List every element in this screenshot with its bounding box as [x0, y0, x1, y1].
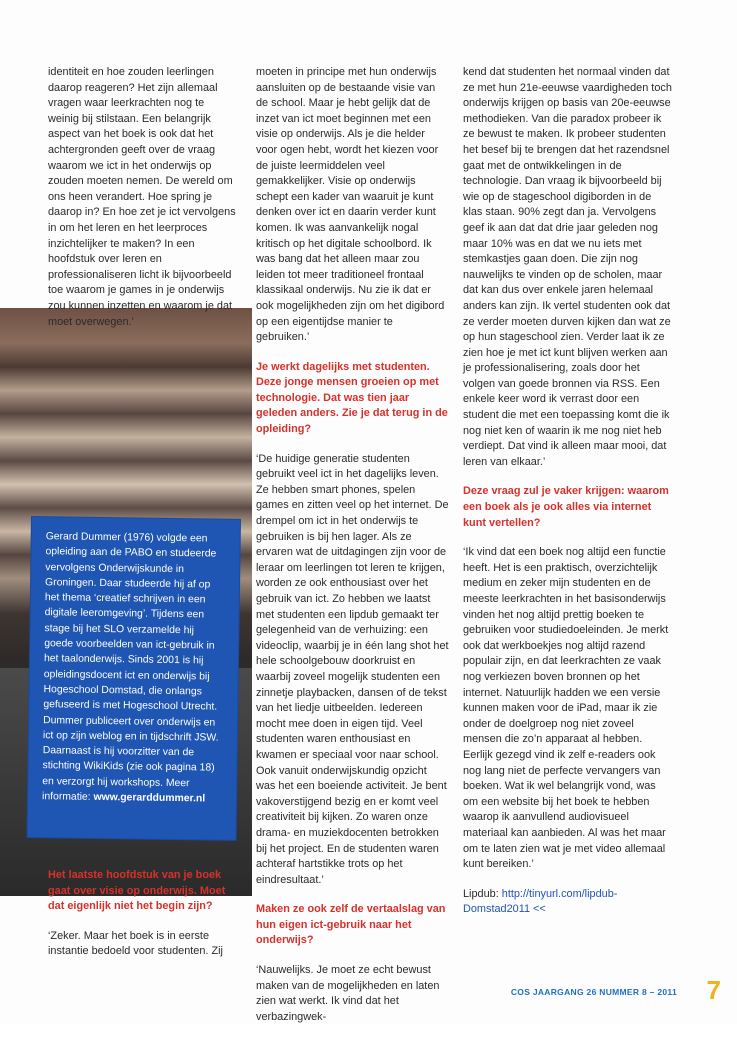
col3-paragraph-1: kend dat studenten het normaal vinden dat ze met hun 21e-eeuwse vaardigheden toch onderwijs krijgen op basis van 20e-eeuwse methodieken. Van die paradox probeer ik ze bewust te maken. Ik probeer studenten het besef bij te brengen dat het razendsnel gaat met de ontwikkelingen in de technologie. Dan vraag ik bijvoorbeeld bij wie op de stageschool digiborden in de klas staan. 90% zegt dan ja. Vervolgens geef ik aan dat dat drie jaar geleden nog maar 10% was en dat we nu iets met stemkastjes gaan doen. Die zijn nog nauwelijks te vinden op de scholen, maar dat kan dus over enkele jaren helemaal anders kan zijn. Ik vertel studenten ook dat ze verder moeten durven kijken dan wat ze op hun stageschool zien. Verder laat ik ze zien hoe je met ict kunt blijven werken aan je professionalisering, zoals door het volgen van goede bronnen via RSS. Een enkele keer word ik verrast door een student die met een toepassing komt die ik nog niet ken of waarin ik me nog niet heb verdiept. Dat vind ik alleen maar mooi, dat leren van elkaar.’: [463, 66, 672, 468]
bio-website-link[interactable]: www.gerarddummer.nl: [93, 791, 206, 805]
col2-paragraph-1: moeten in principe met hun onderwijs aansluiten op de bestaande visie van de school. Maar je hebt gelijk dat de inzet van ict moet beginnen met een visie op onderwijs. Als je die helder voor ogen hebt, wordt het kiezen voor de juiste leermiddelen veel gemakkelijker. Visie op onderwijs schept een kader van waaruit je kunt denken over ict en daarin verder kunt komen. Ik was aanvankelijk nogal kritisch op het digitale schoolbord. Ik was bang dat het alleen maar zou leiden tot meer traditioneel frontaal klassikaal onderwijs. Nu zie ik dat er ook mogelijkheden zijn om het digibord op een eigentijdse manier te gebruiken.’: [256, 66, 445, 344]
column-3: [463, 65, 673, 932]
col3-question-1: Deze vraag zul je vaker krijgen: waarom een boek als je ook alles via internet kunt vertellen?: [463, 485, 669, 529]
col2-question-2: Maken ze ook zelf de vertaalslag van hun eigen ict-gebruik naar het onderwijs?: [256, 903, 446, 947]
col1-answer: ‘Zeker. Maar het boek is in eerste instantie bedoeld voor studenten. Zij: [48, 929, 223, 958]
lipdub-link[interactable]: http://tinyurl.com/lipdub-Domstad2011 <<: [463, 887, 618, 916]
page-number: 7: [706, 975, 721, 1005]
col1-top-text: identiteit en hoe zouden leerlingen daarop reageren? Het zijn allemaal vragen waar leerkrachten nog te weinig bij stilstaan. Een belangrijk aspect van het boek is ook dat het achtergronden geeft over de vraag waarom we ict in het onderwijs op zouden moeten nemen. De wereld om ons heen verandert. Hoe spring je daarop in? En hoe zet je ict vervolgens in om het leren en het leerproces inzichtelijker te maken? In een hoofdstuk over leren en professionaliseren licht ik bijvoorbeeld toe waarom je games in je onderwijs zou kunnen inzetten en waarom je dat moet overwegen.’: [48, 66, 236, 328]
col3-paragraph-2: ‘Ik vind dat een boek nog altijd een functie heeft. Het is een praktisch, overzichtelijk medium en zeker mijn studenten en de meeste leerkrachten in het basisonderwijs vinden het nog altijd prettig boeken te gebruiken voor studiedoeleinden. Je merkt ook dat werkboekjes nog altijd razend populair zijn, en dat leerkrachten ze vaak nog verkiezen boven bronnen op het internet. Natuurlijk hadden we een versie kunnen maken voor de iPad, maar ik zie onder de doelgroep nog niet zoveel mensen die zo’n apparaat al hebben. Eerlijk gezegd vind ik zelf e-readers ook nog lang niet de perfecte vervangers van boeken. Wat ik wel belangrijk vond, was om een website bij het boek te hebben waarop ik aanvullend audiovisueel materiaal kan aanbieden. Al was het maar om te laten zien wat je met video allemaal kunt bereiken.’: [463, 546, 669, 871]
col3-lipdub: [463, 887, 673, 918]
column-1: [48, 65, 238, 344]
lipdub-label: Lipdub:: [463, 887, 499, 900]
bio-text: Gerard Dummer (1976) volgde een opleiding aan de PABO en studeerde vervolgens Onderwijskunde in Groningen. Daar studeerde hij af op het thema ‘creatief schrijven in een digitale leeromgeving’. Tijdens een stage bij het SLO verzamelde hij goede voorbeelden van ict-gebruik in het taalonderwijs. Sinds 2001 is hij opleidingsdocent ict en onderwijs bij Hogeschool Domstad, die onlangs gefuseerd is met Hogeschool Utrecht. Dummer publiceert over onderwijs en ict op zijn weblog en in tijdschrift JSW. Daarnaast is hij voorzitter van de stichting WikiKids (zie ook pagina 18) en verzorgt hij workshops. Meer informatie:: [42, 531, 219, 803]
col2-paragraph-2: ‘De huidige generatie studenten gebruikt veel ict in het dagelijks leven. Ze hebben smart phones, spelen games en zitten veel op het internet. De drempel om ict in het onderwijs te gebruiken is bij hen lager. Als ze ervaren wat de uitdagingen zijn voor de leraar om leerlingen tot leren te krijgen, worden ze ook enthousiast over het gebruik van ict. Zo hebben we laatst met studenten een lipdub gemaakt ter gelegenheid van de verhuizing: een videoclip, waarbij je in één lang shot het hele schoolgebouw doorkruist en waarbij zoveel mogelijk studenten een zinnetje playbacken, dansen of de tekst van het liedje uitbeelden. Iedereen mocht mee doen in eigen tijd. Veel studenten waren enthousiast en kwamen er speciaal voor naar school. Ook vanuit onderwijskundig opzicht was het een boeiende activiteit. Je bent vakoverstijgend bezig en er komt veel creativiteit bij kijken. Zo waren onze drama- en muziekdocenten betrokken bij het project. En de studenten waren achteraf hartstikke trots op het eindresultaat.’: [256, 452, 449, 886]
footer-issue-info: COS JAARGANG 26 NUMMER 8 – 2011: [510, 987, 677, 997]
column-1-bottom: [48, 868, 243, 974]
author-bio-box: [28, 517, 240, 840]
column-2: [256, 65, 449, 1039]
col2-paragraph-3: ‘Nauwelijks. Je moet ze echt bewust maken van de mogelijkheden en laten zien wat werkt. Ik vind dat het verbazingwek-: [256, 964, 440, 1023]
col1-question: Het laatste hoofdstuk van je boek gaat over visie op onderwijs. Moet dat eigenlijk niet het begin zijn?: [48, 869, 226, 913]
col2-question-1: Je werkt dagelijks met studenten. Deze jonge mensen groeien op met technologie. Dat was tien jaar geleden anders. Zie je dat terug in de opleiding?: [256, 360, 448, 436]
